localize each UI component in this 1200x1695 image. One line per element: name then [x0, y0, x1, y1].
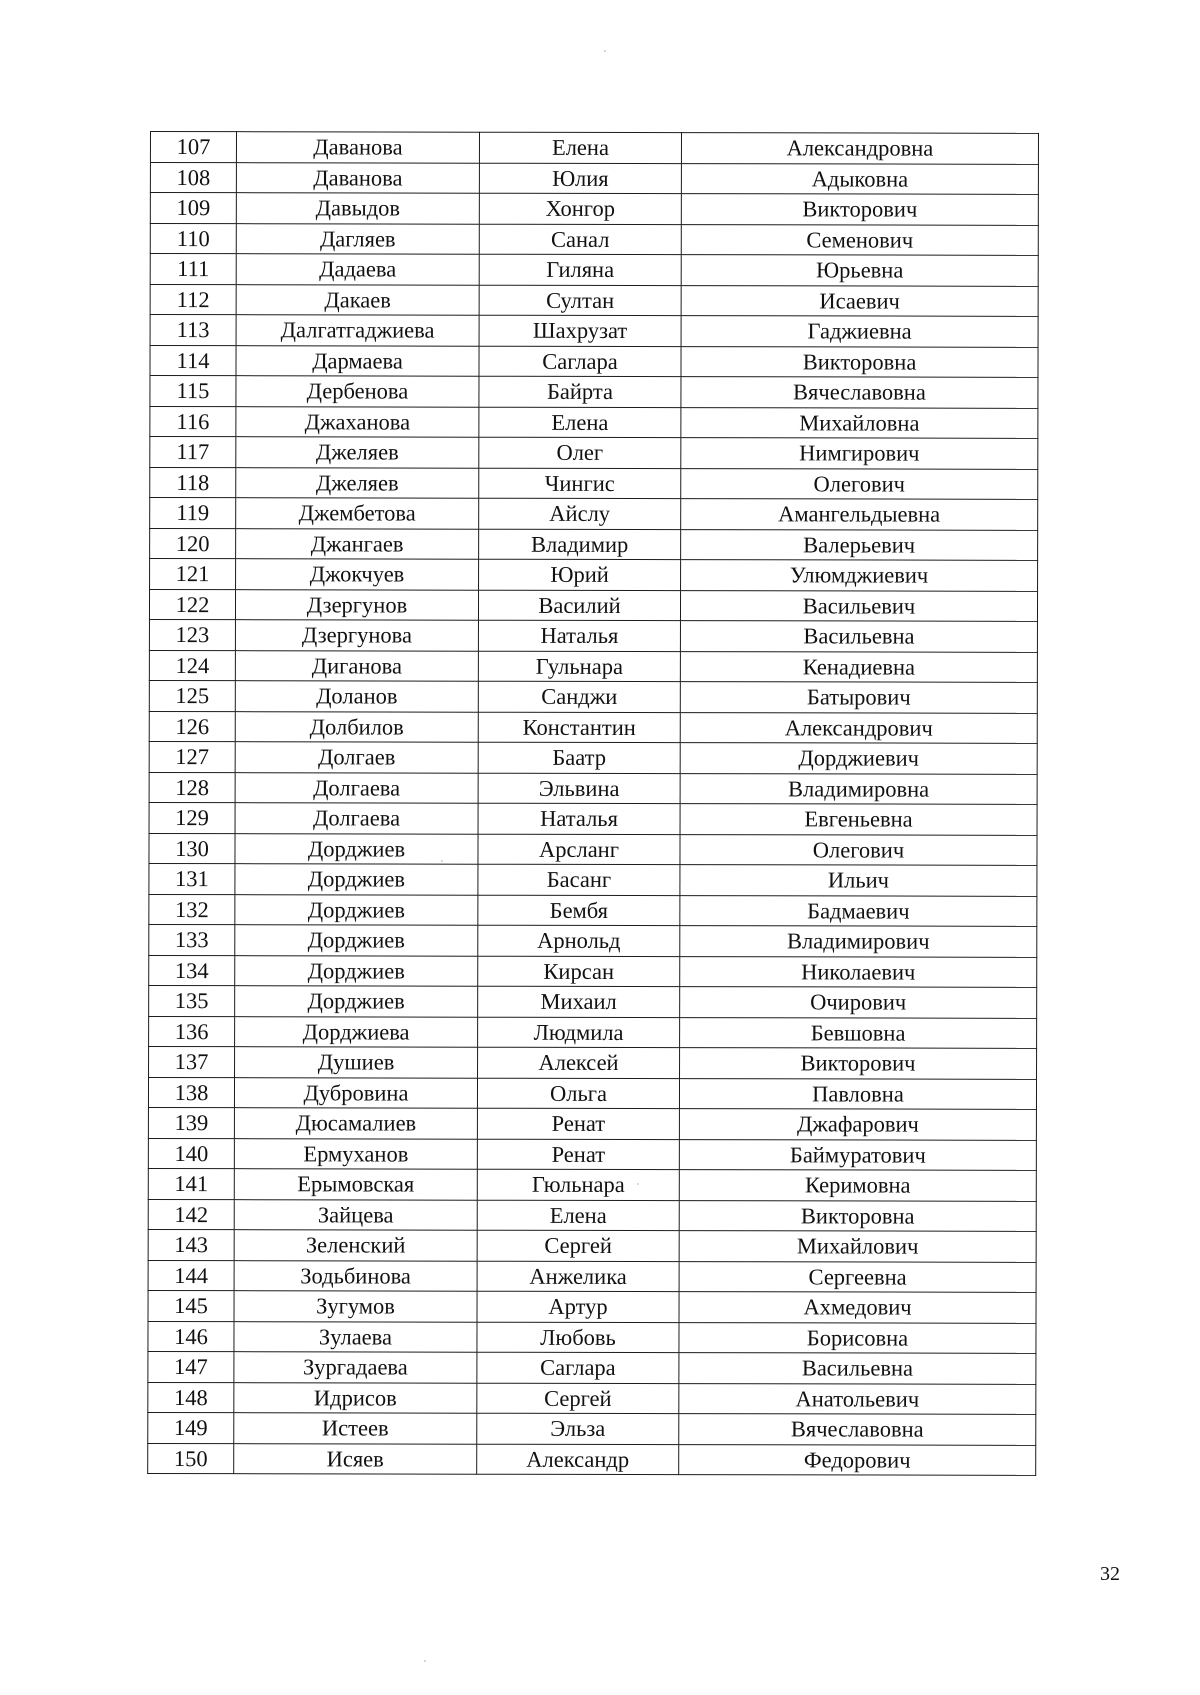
last-name-cell: Дербенова — [236, 376, 479, 407]
first-name-cell: Василий — [478, 590, 680, 621]
table-row — [150, 345, 1038, 377]
first-name-cell: Сергей — [477, 1230, 679, 1261]
patronymic-cell: Николаевич — [680, 956, 1037, 987]
table-row — [149, 711, 1037, 743]
first-name-cell: Саглара — [479, 346, 681, 377]
first-name-cell: Елена — [479, 132, 681, 163]
first-name-cell: Михаил — [478, 986, 680, 1017]
first-name-cell: Саглара — [477, 1352, 679, 1383]
row-number-cell: 125 — [149, 680, 235, 711]
row-number-cell: 121 — [150, 559, 236, 590]
table-row — [149, 894, 1037, 926]
table-row — [148, 1412, 1036, 1444]
patronymic-cell: Керимовна — [679, 1170, 1036, 1201]
row-number-cell: 135 — [149, 985, 235, 1016]
last-name-cell: Дзергунов — [235, 589, 478, 620]
last-name-cell: Дадаева — [236, 254, 479, 285]
patronymic-cell: Борисовна — [679, 1322, 1036, 1353]
last-name-cell: Доланов — [235, 681, 478, 712]
first-name-cell: Санджи — [478, 681, 680, 712]
first-name-cell: Елена — [477, 1200, 679, 1231]
row-number-cell: 122 — [149, 589, 235, 620]
row-number-cell: 143 — [148, 1229, 234, 1260]
table-row — [148, 1382, 1036, 1414]
first-name-cell: Кирсан — [478, 956, 680, 987]
last-name-cell: Дорджиева — [235, 1016, 478, 1047]
table-row — [150, 498, 1038, 530]
last-name-cell: Джаханова — [236, 406, 479, 437]
patronymic-cell: Васильевич — [680, 590, 1037, 621]
scan-speck — [637, 1183, 639, 1185]
table-row — [150, 467, 1038, 499]
patronymic-cell: Олегович — [681, 468, 1038, 499]
patronymic-cell: Сергеевна — [679, 1261, 1036, 1292]
last-name-cell: Зодьбинова — [234, 1260, 477, 1291]
table-row — [149, 772, 1037, 804]
row-number-cell: 139 — [148, 1107, 234, 1138]
table-row — [149, 833, 1037, 865]
first-name-cell: Любовь — [477, 1322, 679, 1353]
table-row — [148, 1107, 1036, 1139]
scan-speck — [441, 860, 443, 862]
patronymic-cell: Викторович — [680, 1048, 1037, 1079]
patronymic-cell: Нимгирович — [681, 438, 1038, 469]
first-name-cell: Александр — [477, 1444, 679, 1475]
last-name-cell: Зугумов — [234, 1291, 477, 1322]
row-number-cell: 150 — [148, 1443, 234, 1474]
last-name-cell: Истеев — [234, 1413, 477, 1444]
patronymic-cell: Павловна — [679, 1078, 1036, 1109]
row-number-cell: 142 — [148, 1199, 234, 1230]
patronymic-cell: Владимирович — [680, 926, 1037, 957]
patronymic-cell: Олегович — [680, 834, 1037, 865]
table-row — [150, 254, 1038, 286]
last-name-cell: Идрисов — [234, 1382, 477, 1413]
patronymic-cell: Владимировна — [680, 773, 1037, 804]
patronymic-cell: Джафарович — [679, 1109, 1036, 1140]
roster-table-body — [148, 132, 1039, 1476]
row-number-cell: 145 — [148, 1290, 234, 1321]
patronymic-cell: Александрович — [680, 712, 1037, 743]
table-row — [148, 1260, 1036, 1292]
table-row — [148, 1290, 1036, 1322]
first-name-cell: Юрий — [479, 559, 681, 590]
first-name-cell: Баатр — [478, 742, 680, 773]
last-name-cell: Ермуханов — [234, 1138, 477, 1169]
first-name-cell: Байрта — [479, 376, 681, 407]
last-name-cell: Дакаев — [236, 284, 479, 315]
table-row — [149, 1016, 1037, 1048]
row-number-cell: 132 — [149, 894, 235, 925]
patronymic-cell: Викторович — [681, 194, 1038, 225]
last-name-cell: Дорджиев — [235, 864, 478, 895]
table-row — [149, 680, 1037, 712]
table-row — [150, 559, 1038, 591]
last-name-cell: Дорджиев — [235, 833, 478, 864]
last-name-cell: Долбилов — [235, 711, 478, 742]
patronymic-cell: Кенадиевна — [680, 651, 1037, 682]
last-name-cell: Долгаева — [235, 803, 478, 834]
first-name-cell: Арсланг — [478, 834, 680, 865]
last-name-cell: Дорджиев — [235, 925, 478, 956]
table-row — [150, 528, 1038, 560]
row-number-cell: 110 — [150, 223, 236, 254]
first-name-cell: Гюльнара — [477, 1169, 679, 1200]
patronymic-cell: Валерьевич — [681, 529, 1038, 560]
last-name-cell: Далгатгаджиева — [236, 315, 479, 346]
table-row — [150, 406, 1038, 438]
patronymic-cell: Амангельдыевна — [681, 499, 1038, 530]
row-number-cell: 116 — [150, 406, 236, 437]
first-name-cell: Санал — [479, 224, 681, 255]
last-name-cell: Дагляев — [236, 223, 479, 254]
last-name-cell: Исяев — [234, 1443, 477, 1474]
patronymic-cell: Анатольевич — [679, 1383, 1036, 1414]
row-number-cell: 148 — [148, 1382, 234, 1413]
table-row — [148, 1138, 1036, 1170]
patronymic-cell: Дорджиевич — [680, 743, 1037, 774]
patronymic-cell: Федорович — [679, 1444, 1036, 1475]
first-name-cell: Басанг — [478, 864, 680, 895]
last-name-cell: Дармаева — [236, 345, 479, 376]
first-name-cell: Владимир — [479, 529, 681, 560]
row-number-cell: 127 — [149, 741, 235, 772]
first-name-cell: Ренат — [477, 1108, 679, 1139]
patronymic-cell: Очирович — [680, 987, 1037, 1018]
table-row — [148, 1199, 1036, 1231]
patronymic-cell: Баймуратович — [679, 1139, 1036, 1170]
table-row — [149, 924, 1037, 956]
table-row — [150, 132, 1038, 164]
table-row — [149, 863, 1037, 895]
last-name-cell: Зайцева — [234, 1199, 477, 1230]
row-number-cell: 109 — [150, 193, 236, 224]
table-row — [148, 1443, 1036, 1475]
last-name-cell: Дорджиев — [235, 955, 478, 986]
row-number-cell: 115 — [150, 376, 236, 407]
row-number-cell: 113 — [150, 315, 236, 346]
last-name-cell: Зургадаева — [234, 1352, 477, 1383]
patronymic-cell: Викторовна — [681, 346, 1038, 377]
patronymic-cell: Васильевна — [679, 1353, 1036, 1384]
patronymic-cell: Вячеславовна — [681, 377, 1038, 408]
first-name-cell: Алексей — [478, 1047, 680, 1078]
last-name-cell: Дубровина — [234, 1077, 477, 1108]
table-row — [150, 284, 1038, 316]
patronymic-cell: Бевшовна — [680, 1017, 1037, 1048]
row-number-cell: 146 — [148, 1321, 234, 1352]
last-name-cell: Давыдов — [236, 193, 479, 224]
row-number-cell: 130 — [149, 833, 235, 864]
last-name-cell: Джангаев — [236, 528, 479, 559]
patronymic-cell: Викторовна — [679, 1200, 1036, 1231]
last-name-cell: Зулаева — [234, 1321, 477, 1352]
table-row — [150, 376, 1038, 408]
first-name-cell: Эльвина — [478, 773, 680, 804]
first-name-cell: Артур — [477, 1291, 679, 1322]
patronymic-cell: Александровна — [681, 133, 1038, 164]
first-name-cell: Ренат — [477, 1139, 679, 1170]
table-row — [150, 223, 1038, 255]
scan-speck — [604, 50, 606, 52]
table-row — [150, 162, 1038, 194]
table-row — [149, 620, 1037, 652]
row-number-cell: 120 — [150, 528, 236, 559]
patronymic-cell: Ильич — [680, 865, 1037, 896]
last-name-cell: Долгаев — [235, 742, 478, 773]
last-name-cell: Дзергунова — [235, 620, 478, 651]
row-number-cell: 141 — [148, 1168, 234, 1199]
last-name-cell: Джембетова — [236, 498, 479, 529]
page-number: 32 — [1100, 1563, 1120, 1585]
row-number-cell: 114 — [150, 345, 236, 376]
row-number-cell: 144 — [148, 1260, 234, 1291]
last-name-cell: Джеляев — [236, 467, 479, 498]
table-row — [149, 1046, 1037, 1078]
last-name-cell: Дорджиев — [235, 986, 478, 1017]
patronymic-cell: Бадмаевич — [680, 895, 1037, 926]
table-row — [148, 1229, 1036, 1261]
patronymic-cell: Михайловна — [681, 407, 1038, 438]
last-name-cell: Душиев — [235, 1047, 478, 1078]
row-number-cell: 138 — [148, 1077, 234, 1108]
last-name-cell: Ерымовская — [234, 1169, 477, 1200]
table-row — [148, 1077, 1036, 1109]
patronymic-cell: Вячеславовна — [679, 1414, 1036, 1445]
first-name-cell: Чингис — [479, 468, 681, 499]
last-name-cell: Даванова — [236, 162, 479, 193]
first-name-cell: Айслу — [479, 498, 681, 529]
table-row — [148, 1168, 1036, 1200]
table-row — [149, 985, 1037, 1017]
row-number-cell: 112 — [150, 284, 236, 315]
first-name-cell: Сергей — [477, 1383, 679, 1414]
row-number-cell: 129 — [149, 802, 235, 833]
row-number-cell: 117 — [150, 437, 236, 468]
patronymic-cell: Гаджиевна — [681, 316, 1038, 347]
row-number-cell: 140 — [148, 1138, 234, 1169]
table-row — [149, 802, 1037, 834]
first-name-cell: Наталья — [478, 620, 680, 651]
row-number-cell: 128 — [149, 772, 235, 803]
first-name-cell: Арнольд — [478, 925, 680, 956]
first-name-cell: Гиляна — [479, 254, 681, 285]
row-number-cell: 123 — [149, 620, 235, 651]
first-name-cell: Людмила — [478, 1017, 680, 1048]
patronymic-cell: Ахмедович — [679, 1292, 1036, 1323]
row-number-cell: 119 — [150, 498, 236, 529]
row-number-cell: 136 — [149, 1016, 235, 1047]
table-row — [150, 315, 1038, 347]
table-row — [149, 650, 1037, 682]
first-name-cell: Елена — [479, 407, 681, 438]
patronymic-cell: Исаевич — [681, 285, 1038, 316]
row-number-cell: 137 — [149, 1046, 235, 1077]
patronymic-cell: Семенович — [681, 224, 1038, 255]
row-number-cell: 108 — [150, 162, 236, 193]
scan-speck — [424, 1660, 426, 1662]
row-number-cell: 133 — [149, 924, 235, 955]
table-row — [150, 437, 1038, 469]
first-name-cell: Наталья — [478, 803, 680, 834]
first-name-cell: Анжелика — [477, 1261, 679, 1292]
first-name-cell: Гульнара — [478, 651, 680, 682]
table-row — [149, 741, 1037, 773]
table-row — [148, 1321, 1036, 1353]
first-name-cell: Шахрузат — [479, 315, 681, 346]
last-name-cell: Зеленский — [234, 1230, 477, 1261]
row-number-cell: 149 — [148, 1412, 234, 1443]
first-name-cell: Юлия — [479, 163, 681, 194]
table-row — [150, 193, 1038, 225]
table-row — [149, 955, 1037, 987]
last-name-cell: Даванова — [236, 132, 479, 163]
patronymic-cell: Улюмджиевич — [681, 560, 1038, 591]
last-name-cell: Долгаева — [235, 772, 478, 803]
row-number-cell: 147 — [148, 1351, 234, 1382]
first-name-cell: Бембя — [478, 895, 680, 926]
last-name-cell: Джокчуев — [236, 559, 479, 590]
row-number-cell: 131 — [149, 863, 235, 894]
first-name-cell: Ольга — [477, 1078, 679, 1109]
first-name-cell: Султан — [479, 285, 681, 316]
row-number-cell: 126 — [149, 711, 235, 742]
patronymic-cell: Батырович — [680, 682, 1037, 713]
row-number-cell: 134 — [149, 955, 235, 986]
table-row — [149, 589, 1037, 621]
first-name-cell: Хонгор — [479, 193, 681, 224]
row-number-cell: 107 — [150, 132, 236, 163]
last-name-cell: Дорджиев — [235, 894, 478, 925]
patronymic-cell: Адыковна — [681, 163, 1038, 194]
last-name-cell: Джеляев — [236, 437, 479, 468]
first-name-cell: Константин — [478, 712, 680, 743]
first-name-cell: Эльза — [477, 1413, 679, 1444]
patronymic-cell: Юрьевна — [681, 255, 1038, 286]
row-number-cell: 124 — [149, 650, 235, 681]
row-number-cell: 111 — [150, 254, 236, 285]
last-name-cell: Дюсамалиев — [234, 1108, 477, 1139]
row-number-cell: 118 — [150, 467, 236, 498]
patronymic-cell: Михайлович — [679, 1231, 1036, 1262]
last-name-cell: Диганова — [235, 650, 478, 681]
patronymic-cell: Евгеньевна — [680, 804, 1037, 835]
roster-table — [147, 131, 1039, 1476]
patronymic-cell: Васильевна — [680, 621, 1037, 652]
table-row — [148, 1351, 1036, 1383]
first-name-cell: Олег — [479, 437, 681, 468]
